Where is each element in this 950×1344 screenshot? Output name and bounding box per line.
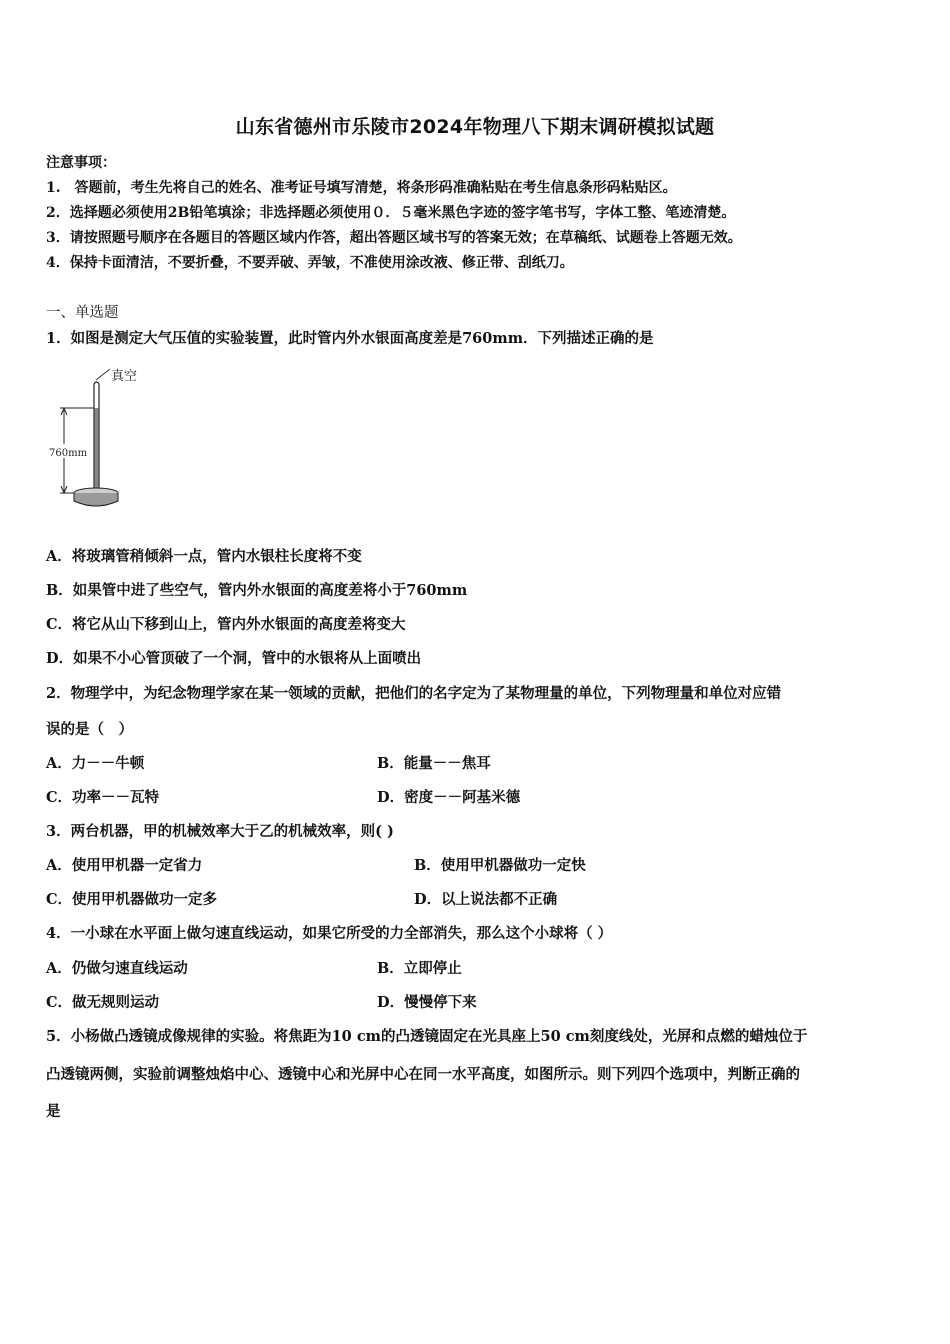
question-3-option: D．以上说法都不正确 xyxy=(414,891,558,908)
height-label: 760mm xyxy=(49,448,88,459)
question-2-stem: 误的是（ ） xyxy=(46,721,133,738)
barometer-figure xyxy=(44,362,154,514)
question-2-option: D．密度－－阿基米德 xyxy=(377,789,521,806)
question-5-stem: 5．小杨做凸透镜成像规律的实验。将焦距为10 cm的凸透镜固定在光具座上50 cm刻度线处，光屏和点燃的蜡烛位于 xyxy=(46,1028,808,1045)
notice-item: 3．请按照题号顺序在各题目的答题区域内作答，超出答题区域书写的答案无效；在草稿纸、试题卷上答题无效。 xyxy=(46,230,742,246)
vacuum-label: 真空 xyxy=(111,369,138,384)
notice-item: 4．保持卡面清洁，不要折叠，不要弄破、弄皱，不准使用涂改液、修正带、刮纸刀。 xyxy=(46,255,574,271)
question-1-option: B．如果管中进了些空气，管内外水银面的高度差将小于760mm xyxy=(46,582,468,599)
question-2-option: A．力－－牛顿 xyxy=(46,755,145,772)
question-5-stem: 凸透镜两侧，实验前调整烛焰中心、透镜中心和光屏中心在同一水平高度，如图所示。则下列四个选项中，判断正确的 xyxy=(46,1066,800,1083)
question-4-option: A．仍做匀速直线运动 xyxy=(46,960,188,977)
question-4-stem: 4．一小球在水平面上做匀速直线运动，如果它所受的力全部消失，那么这个小球将（ ） xyxy=(46,925,613,942)
section-heading: 一、单选题 xyxy=(46,305,119,321)
question-4-option: D．慢慢停下来 xyxy=(377,994,477,1011)
question-2-option: C．功率－－瓦特 xyxy=(46,789,160,806)
question-3-option: C．使用甲机器做功一定多 xyxy=(46,891,218,908)
question-1-option: D．如果不小心管顶破了一个洞，管中的水银将从上面喷出 xyxy=(46,650,422,667)
question-1-option: A．将玻璃管稍倾斜一点，管内水银柱长度将不变 xyxy=(46,548,362,565)
question-2-stem: 2．物理学中，为纪念物理学家在某一领域的贡献，把他们的名字定为了某物理量的单位，下列物理量和单位对应错 xyxy=(46,685,782,702)
question-4-option: B．立即停止 xyxy=(377,960,462,977)
question-5-stem: 是 xyxy=(46,1103,61,1120)
question-3-option: B．使用甲机器做功一定快 xyxy=(414,857,586,874)
question-3-stem: 3．两台机器，甲的机械效率大于乙的机械效率，则( ) xyxy=(46,823,394,840)
mercury-dish xyxy=(74,493,118,506)
tube-top xyxy=(94,382,99,384)
question-2-option: B．能量－－焦耳 xyxy=(377,755,491,772)
notice-item: 2．选择题必须使用2B铅笔填涂；非选择题必须使用０．５毫米黑色字迹的签字笔书写，字体工整、笔迹清楚。 xyxy=(46,205,736,221)
label-leader-line xyxy=(96,369,110,380)
notice-item: 1. 答题前，考生先将自己的姓名、准考证号填写清楚，将条形码准确粘贴在考生信息条形码粘贴区。 xyxy=(46,180,677,196)
mercury-column xyxy=(95,408,99,494)
question-3-option: A．使用甲机器一定省力 xyxy=(46,857,203,874)
notice-heading: 注意事项： xyxy=(46,155,116,171)
question-1-stem: 1．如图是测定大气压值的实验装置，此时管内外水银面高度差是760mm．下列描述正确的是 xyxy=(46,330,654,347)
question-1-option: C．将它从山下移到山上，管内外水银面的高度差将变大 xyxy=(46,616,406,633)
question-4-option: C．做无规则运动 xyxy=(46,994,160,1011)
page-title: 山东省德州市乐陵市2024年物理八下期末调研模拟试题 xyxy=(235,116,715,138)
